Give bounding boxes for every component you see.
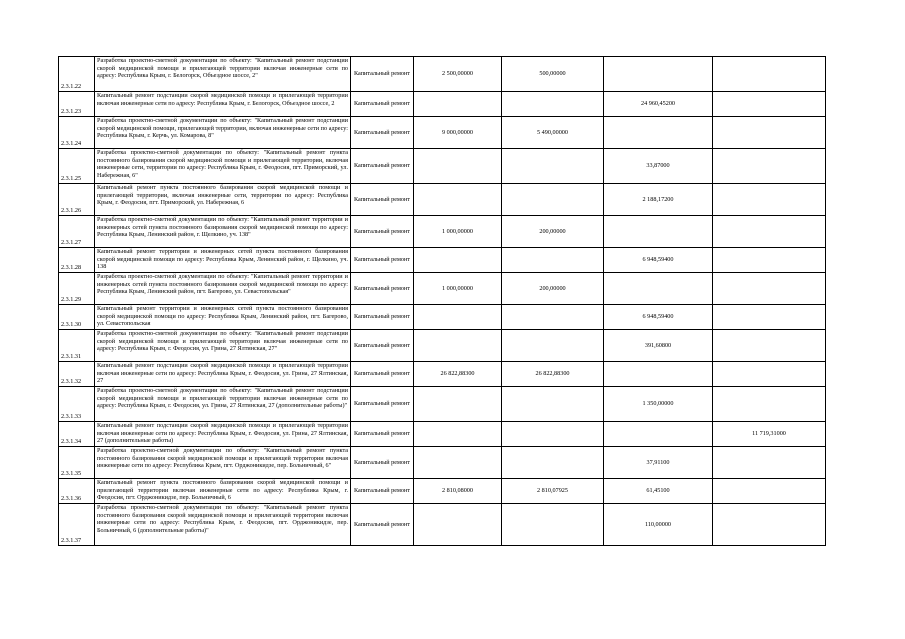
amount-cell-1	[414, 447, 502, 479]
amount-cell-2: 2 810,07925	[502, 479, 604, 504]
table-row	[59, 216, 826, 248]
amount-cell-4	[713, 387, 826, 422]
work-type-cell: Капитальный ремонт	[351, 422, 414, 447]
description-cell: Капитальный ремонт пункта постоянного базирования скорой медицинской помощи и прилегающей территории, включая инженерные сети, территории по адресу: Республика Крым, г. Феодосия, пгт. Приморский, ул. Набережная, 6	[95, 184, 351, 216]
row-number-cell: 2.3.1.33	[59, 387, 95, 422]
work-type-cell: Капитальный ремонт	[351, 216, 414, 248]
table-row	[59, 447, 826, 479]
amount-cell-3: 1 350,00000	[604, 387, 713, 422]
amount-cell-3	[604, 216, 713, 248]
amount-cell-3	[604, 362, 713, 387]
amount-cell-1	[414, 248, 502, 273]
amount-cell-3	[604, 117, 713, 149]
table-row	[59, 92, 826, 117]
amount-cell-2: 26 822,88300	[502, 362, 604, 387]
amount-cell-1: 2 810,08000	[414, 479, 502, 504]
amount-cell-3: 33,87000	[604, 149, 713, 184]
description-cell: Разработка проектно-сметной документации по объекту: "Капитальный ремонт территории и инженерных сетей пункта постоянного базирования скорой медицинской помощи по адресу: Республика Крым, Ленинский район, пгт. Багерово, ул. Севастопольская"	[95, 273, 351, 305]
amount-cell-2	[502, 184, 604, 216]
amount-cell-4	[713, 117, 826, 149]
amount-cell-4	[713, 330, 826, 362]
amount-cell-4	[713, 273, 826, 305]
amount-cell-4	[713, 92, 826, 117]
amount-cell-4	[713, 447, 826, 479]
amount-cell-3: 37,91100	[604, 447, 713, 479]
work-type-cell: Капитальный ремонт	[351, 248, 414, 273]
amount-cell-2: 5 490,00000	[502, 117, 604, 149]
description-cell: Капитальный ремонт подстанции скорой медицинской помощи и прилегающей территории включая инженерные сети по адресу: Республика Крым, г. Белогорск, Объездное шоссе, 2	[95, 92, 351, 117]
table-row	[59, 387, 826, 422]
amount-cell-4	[713, 362, 826, 387]
description-cell: Капитальный ремонт подстанции скорой медицинской помощи и прилегающей территории включая инженерные сети по адресу: Республика Крым, г. Феодосия, ул. Грина, 27 Ялтинская, 27 (дополнительные работы)	[95, 422, 351, 447]
amount-cell-1	[414, 305, 502, 330]
row-number-cell: 2.3.1.32	[59, 362, 95, 387]
amount-cell-1	[414, 387, 502, 422]
amount-cell-4	[713, 184, 826, 216]
description-cell: Разработка проектно-сметной документации по объекту: "Капитальный ремонт пункта постоянного базирования скорой медицинской помощи и прилегающей территории включая инженерные сети по адресу: Республика Крым, пгт. Орджоникидзе, пер. Больничный, 6"	[95, 447, 351, 479]
table-row	[59, 184, 826, 216]
table-row	[59, 479, 826, 504]
amount-cell-2	[502, 305, 604, 330]
description-cell: Капитальный ремонт территории и инженерных сетей пункта постоянного базирования скорой медицинской помощи по адресу: Республика Крым, Ленинский район, г. Щелкино, уч. 138	[95, 248, 351, 273]
amount-cell-1	[414, 92, 502, 117]
table-row	[59, 422, 826, 447]
amount-cell-1: 1 000,00000	[414, 216, 502, 248]
table-row	[59, 330, 826, 362]
amount-cell-3: 6 948,59400	[604, 305, 713, 330]
amount-cell-1	[414, 504, 502, 546]
amount-cell-4	[713, 305, 826, 330]
amount-cell-2: 500,00000	[502, 57, 604, 92]
budget-table	[58, 56, 826, 546]
amount-cell-4	[713, 248, 826, 273]
row-number-cell: 2.3.1.27	[59, 216, 95, 248]
amount-cell-1	[414, 422, 502, 447]
amount-cell-1: 9 000,00000	[414, 117, 502, 149]
amount-cell-2	[502, 387, 604, 422]
row-number-cell: 2.3.1.31	[59, 330, 95, 362]
work-type-cell: Капитальный ремонт	[351, 504, 414, 546]
amount-cell-3: 61,45100	[604, 479, 713, 504]
description-cell: Капитальный ремонт подстанции скорой медицинской помощи и прилегающей территории включая инженерные сети по адресу: Республика Крым, г. Феодосия, ул. Грина, 27 Ялтинская, 27	[95, 362, 351, 387]
work-type-cell: Капитальный ремонт	[351, 447, 414, 479]
row-number-cell: 2.3.1.28	[59, 248, 95, 273]
work-type-cell: Капитальный ремонт	[351, 330, 414, 362]
work-type-cell: Капитальный ремонт	[351, 117, 414, 149]
table-row	[59, 149, 826, 184]
description-cell: Разработка проектно-сметной документации по объекту: "Капитальный ремонт подстанции скорой медицинской помощи и прилегающей территории включая инженерные сети по адресу: Республика Крым, г. Белогорск, Объездное шоссе, 2"	[95, 57, 351, 92]
work-type-cell: Капитальный ремонт	[351, 362, 414, 387]
amount-cell-2	[502, 422, 604, 447]
work-type-cell: Капитальный ремонт	[351, 305, 414, 330]
work-type-cell: Капитальный ремонт	[351, 387, 414, 422]
description-cell: Капитальный ремонт пункта постоянного базирования скорой медицинской помощи и прилегающей территории включая инженерные сети по адресу: Республика Крым, г. Феодосия, пгт. Орджоникидзе, пер. Больничный, 6	[95, 479, 351, 504]
table-row	[59, 504, 826, 546]
description-cell: Разработка проектно-сметной документации по объекту: "Капитальный ремонт пункта постоянного базирования скорой медицинской помощи и прилегающей территории, включая инженерные сети, территории по адресу: Республика Крым, г. Феодосия, пгт. Приморский, ул. Набережная, 6"	[95, 149, 351, 184]
row-number-cell: 2.3.1.29	[59, 273, 95, 305]
table-body	[59, 57, 826, 546]
amount-cell-3: 2 188,17200	[604, 184, 713, 216]
amount-cell-1	[414, 149, 502, 184]
amount-cell-1	[414, 184, 502, 216]
description-cell: Разработка проектно-сметной документации по объекту: "Капитальный ремонт подстанции скорой медицинской помощи и прилегающей территории включая инженерные сети по адресу: Республика Крым, г. Феодосия, ул. Грина, 27 Ялтинская, 27 (дополнительные работы)"	[95, 387, 351, 422]
amount-cell-4	[713, 216, 826, 248]
description-cell: Капитальный ремонт территории и инженерных сетей пункта постоянного базирования скорой медицинской помощи по адресу: Республика Крым, Ленинский район, пгт. Багерово, ул. Севастопольская	[95, 305, 351, 330]
description-cell: Разработка проектно-сметной документации по объекту: "Капитальный ремонт подстанции скорой медицинской помощи, прилегающей территории, включая инженерные сети по адресу: Республика Крым, г. Керчь, ул. Комарова, 8"	[95, 117, 351, 149]
row-number-cell: 2.3.1.36	[59, 479, 95, 504]
row-number-cell: 2.3.1.23	[59, 92, 95, 117]
amount-cell-1	[414, 330, 502, 362]
description-cell: Разработка проектно-сметной документации по объекту: "Капитальный ремонт подстанции скорой медицинской помощи и прилегающей территории включая инженерные сети по адресу: Республика Крым, г. Феодосия, ул. Грина, 27 Ялтинская, 27"	[95, 330, 351, 362]
work-type-cell: Капитальный ремонт	[351, 479, 414, 504]
work-type-cell: Капитальный ремонт	[351, 57, 414, 92]
row-number-cell: 2.3.1.24	[59, 117, 95, 149]
amount-cell-3	[604, 57, 713, 92]
amount-cell-4	[713, 57, 826, 92]
table-row	[59, 362, 826, 387]
amount-cell-4	[713, 504, 826, 546]
amount-cell-2	[502, 447, 604, 479]
amount-cell-1: 2 500,00000	[414, 57, 502, 92]
row-number-cell: 2.3.1.22	[59, 57, 95, 92]
row-number-cell: 2.3.1.30	[59, 305, 95, 330]
row-number-cell: 2.3.1.37	[59, 504, 95, 546]
table-row	[59, 273, 826, 305]
work-type-cell: Капитальный ремонт	[351, 92, 414, 117]
amount-cell-4: 11 719,31000	[713, 422, 826, 447]
amount-cell-3: 110,00000	[604, 504, 713, 546]
row-number-cell: 2.3.1.35	[59, 447, 95, 479]
table-row	[59, 117, 826, 149]
work-type-cell: Капитальный ремонт	[351, 184, 414, 216]
table-row	[59, 57, 826, 92]
table-row	[59, 305, 826, 330]
amount-cell-1: 1 000,00000	[414, 273, 502, 305]
row-number-cell: 2.3.1.26	[59, 184, 95, 216]
amount-cell-3: 24 960,45200	[604, 92, 713, 117]
description-cell: Разработка проектно-сметной документации по объекту: "Капитальный ремонт пункта постоянного базирования скорой медицинской помощи и прилегающей территории включая инженерные сети по адресу: Республика Крым, г. Феодосия, пгт. Орджоникидзе, пер. Больничный, 6 (дополнительные работы)"	[95, 504, 351, 546]
work-type-cell: Капитальный ремонт	[351, 149, 414, 184]
amount-cell-3	[604, 422, 713, 447]
table-row	[59, 248, 826, 273]
amount-cell-2	[502, 330, 604, 362]
amount-cell-2	[502, 504, 604, 546]
row-number-cell: 2.3.1.34	[59, 422, 95, 447]
amount-cell-4	[713, 149, 826, 184]
description-cell: Разработка проектно-сметной документации по объекту: "Капитальный ремонт территории и инженерных сетей пункта постоянного базирования скорой медицинской помощи по адресу: Республика Крым, Ленинский район, г. Щелкино, уч. 138"	[95, 216, 351, 248]
amount-cell-2	[502, 149, 604, 184]
work-type-cell: Капитальный ремонт	[351, 273, 414, 305]
amount-cell-2	[502, 248, 604, 273]
row-number-cell: 2.3.1.25	[59, 149, 95, 184]
amount-cell-4	[713, 479, 826, 504]
amount-cell-2: 200,00000	[502, 216, 604, 248]
amount-cell-2	[502, 92, 604, 117]
amount-cell-1: 26 822,88300	[414, 362, 502, 387]
amount-cell-3: 391,60800	[604, 330, 713, 362]
amount-cell-3: 6 948,59400	[604, 248, 713, 273]
amount-cell-2: 200,00000	[502, 273, 604, 305]
amount-cell-3	[604, 273, 713, 305]
